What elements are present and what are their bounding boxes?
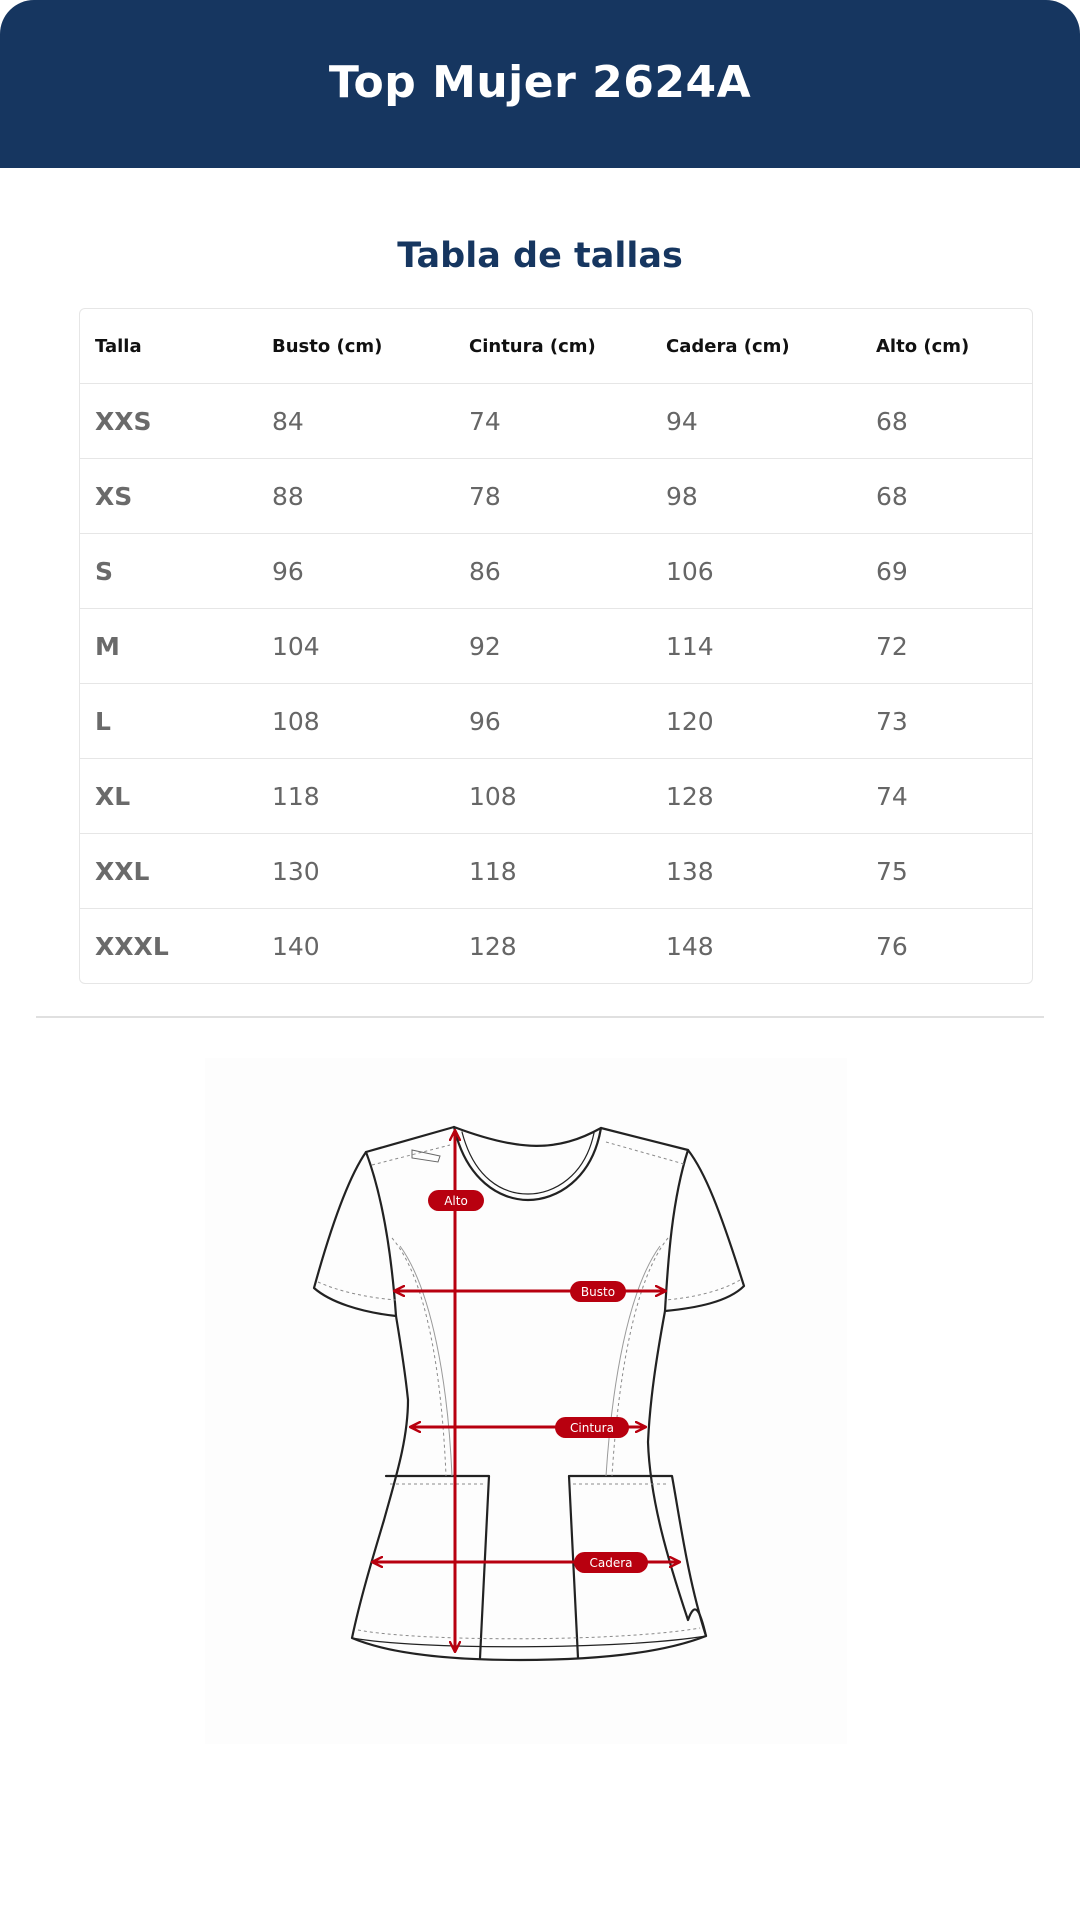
svg-text:Cintura: Cintura [570, 1421, 614, 1435]
cell-cintura: 128 [469, 931, 517, 961]
cell-size: XL [80, 759, 257, 834]
svg-text:Busto: Busto [580, 1285, 616, 1299]
cell-size: L [80, 684, 257, 759]
label-alto [428, 1190, 484, 1211]
cell-cintura: 78 [454, 459, 651, 534]
cell-cadera: 98 [651, 459, 861, 534]
cell-alto: 69 [861, 534, 1032, 609]
header-alto: Alto (cm) [861, 309, 1032, 384]
cell-alto: 68 [861, 384, 1032, 459]
cell-cintura: 108 [454, 759, 651, 834]
cell-cadera: 120 [651, 684, 861, 759]
cell-cadera: 138 [651, 834, 861, 909]
cell-size: XXXL [95, 931, 169, 961]
cell-busto: 96 [257, 534, 454, 609]
measurement-lines [372, 1130, 680, 1652]
cell-alto: 74 [861, 759, 1032, 834]
cell-size: XXS [80, 384, 257, 459]
cell-busto: 130 [257, 834, 454, 909]
label-cintura [555, 1417, 629, 1438]
cell-size: XXL [80, 834, 257, 909]
cell-cadera: 114 [651, 609, 861, 684]
stitch-lines [318, 1142, 740, 1639]
cell-size: M [80, 609, 257, 684]
cell-busto: 108 [257, 684, 454, 759]
cell-busto: 118 [257, 759, 454, 834]
label-cadera [574, 1552, 648, 1573]
label-busto [570, 1281, 626, 1302]
cell-alto: 73 [861, 684, 1032, 759]
cell-alto: 75 [861, 834, 1032, 909]
svg-text:Alto: Alto [444, 1194, 468, 1208]
cell-alto: 72 [861, 609, 1032, 684]
cell-cadera: 94 [651, 384, 861, 459]
header-talla: Talla [80, 309, 257, 384]
header-cadera: Cadera (cm) [651, 309, 861, 384]
section-title: Tabla de tallas [397, 236, 683, 276]
header-cintura: Cintura (cm) [454, 309, 651, 384]
cell-busto: 140 [272, 931, 320, 961]
cell-cadera: 128 [651, 759, 861, 834]
cell-busto: 88 [257, 459, 454, 534]
cell-cintura: 118 [454, 834, 651, 909]
cell-cintura: 96 [454, 684, 651, 759]
svg-text:Cadera: Cadera [589, 1556, 633, 1570]
header-busto: Busto (cm) [257, 309, 454, 384]
shirt-outline-icon [314, 1127, 744, 1660]
page-title: Top Mujer 2624A [328, 56, 752, 108]
cell-alto: 68 [861, 459, 1032, 534]
cell-cintura: 74 [454, 384, 651, 459]
cell-alto: 76 [876, 931, 908, 961]
cell-size: XS [80, 459, 257, 534]
cell-size: S [80, 534, 257, 609]
cell-busto: 104 [257, 609, 454, 684]
cell-busto: 84 [257, 384, 454, 459]
cell-cadera: 106 [651, 534, 861, 609]
cell-cintura: 86 [454, 534, 651, 609]
cell-cadera: 148 [666, 931, 714, 961]
cell-cintura: 92 [454, 609, 651, 684]
